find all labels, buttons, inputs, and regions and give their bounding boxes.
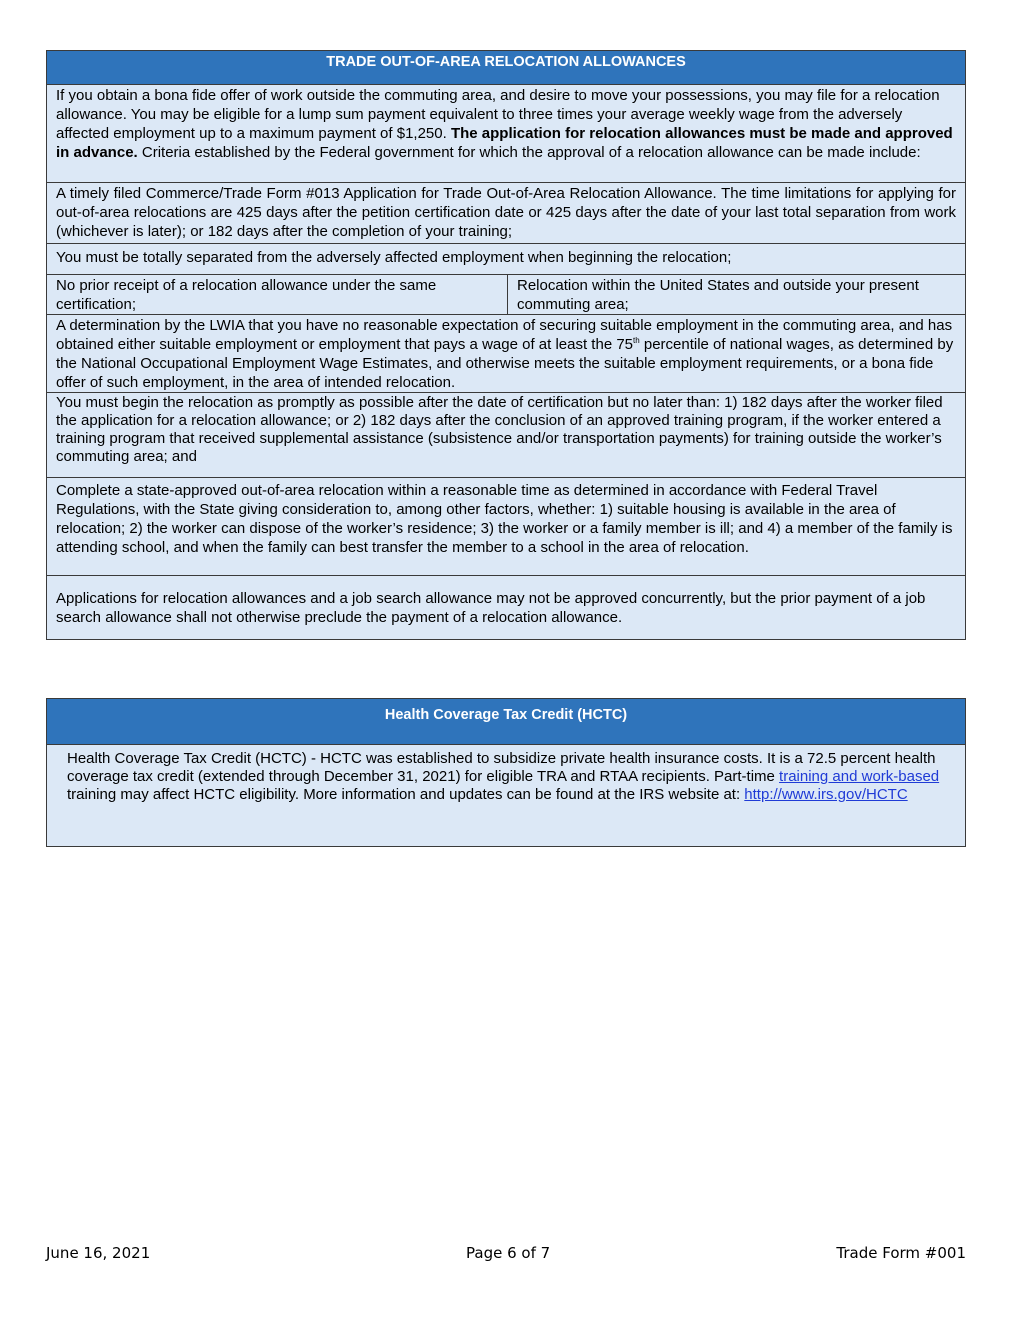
- relocation-intro: If you obtain a bona fide offer of work outside the commuting area, and desire to move your possessions, you may file for a relocation allowance. You may be eligible for a lump sum payment equivalent to three times your average weekly wage from the adversely affected employment up to a maximum payment of $1,250. The application for relocation allowances must be made and approved in advance. Criteria established by the Federal government for which the approval of a relocation allowance can be made include:: [47, 85, 965, 183]
- advance-approval-note: The application for relocation allowances must be made and approved in advance.: [56, 125, 953, 161]
- criteria-no-prior-receipt: No prior receipt of a relocation allowance under the same certification;: [47, 275, 508, 314]
- criteria-complete-relocation: Complete a state-approved out-of-area relocation within a reasonable time as determined in accordance with Federal Travel Regulations, with the State giving consideration to, among other factors, whether: 1) suitable housing is available in the area of relocation; 2) the worker can dispose of the worker’s residence; 3) the worker or a family member is ill; and 4) a member of the family is attending school, and when the family can best transfer the member to a school in the area of relocation.: [47, 478, 965, 576]
- criteria-split-row: [47, 275, 965, 315]
- footer-form-number: Trade Form #001: [836, 1244, 966, 1262]
- hctc-table: [46, 698, 966, 847]
- relocation-allowances-table: [46, 50, 966, 640]
- criteria-begin-relocation: You must begin the relocation as promptly as possible after the date of certification but no later than: 1) 182 days after the worker filed the application for a relocation allowance; or 2) 182 days after the conclusion of an approved training program, if the worker entered a training program that received supplemental assistance (subsistence and/or transportation payments) for training outside the worker’s commuting area; and: [47, 393, 965, 478]
- footer-page-number: Page 6 of 7: [466, 1244, 551, 1262]
- irs-hctc-link[interactable]: http://www.irs.gov/HCTC: [744, 786, 908, 803]
- criteria-timely-filed: A timely filed Commerce/Trade Form #013 Application for Trade Out-of-Area Relocation Allowance. The time limitations for applying for out-of-area relocations are 425 days after the petition certification date or 425 days after the date of your last total separation from work (whichever is later); or 182 days after the completion of your training;: [47, 183, 965, 244]
- training-and-work-based-link[interactable]: training and work-based: [779, 768, 940, 785]
- concurrent-approval-note: Applications for relocation allowances and a job search allowance may not be approved concurrently, but the prior payment of a job search allowance shall not otherwise preclude the payment of a relocation allowance.: [56, 590, 926, 626]
- hctc-table-header: Health Coverage Tax Credit (HCTC): [47, 699, 965, 745]
- criteria-totally-separated: You must be totally separated from the adversely affected employment when beginning the relocation;: [47, 244, 965, 275]
- criteria-within-us: Relocation within the United States and outside your present commuting area;: [517, 277, 919, 313]
- criteria-lwia-determination: A determination by the LWIA that you have no reasonable expectation of securing suitable employment in the commuting area, and has obtained either suitable employment or employment that pays a wage of at least the 75th percentile of national wages, as determined by the National Occupational Employment Wage Estimates, and otherwise meets the suitable employment requirements, or a bona fide offer of such employment, in the area of intended relocation.: [47, 315, 965, 393]
- relocation-table-header: TRADE OUT-OF-AREA RELOCATION ALLOWANCES: [47, 51, 965, 85]
- hctc-description: Health Coverage Tax Credit (HCTC) - HCTC was established to subsidize private health insurance costs. It is a 72.5 percent health coverage tax credit (extended through December 31, 2021) for eligible TRA and RTAA recipients. Part-time training and work-based training may affect HCTC eligibility. More information and updates can be found at the IRS website at: http://www.irs.gov/HCTC: [67, 750, 940, 803]
- footer-date: June 16, 2021: [46, 1244, 151, 1262]
